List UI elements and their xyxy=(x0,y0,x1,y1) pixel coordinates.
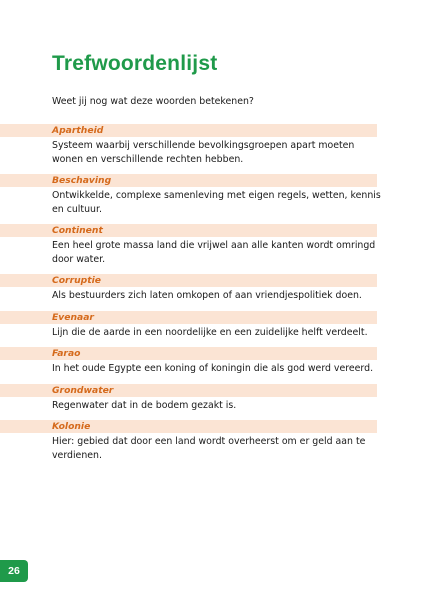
glossary-entry xyxy=(0,311,427,340)
glossary-definition: Ontwikkelde, complexe samenleving met eigen regels, wetten, kennis en cultuur. xyxy=(52,190,381,215)
page-title: Trefwoordenlijst xyxy=(52,52,218,75)
glossary-term: Grondwater xyxy=(52,384,114,396)
glossary-list xyxy=(0,124,427,462)
glossary-entry xyxy=(0,124,427,166)
glossary-term: Kolonie xyxy=(52,421,91,432)
glossary-term: Farao xyxy=(52,348,81,359)
term-bar xyxy=(0,420,377,433)
term-bar xyxy=(0,274,377,287)
glossary-entry xyxy=(0,174,427,216)
glossary-term: Continent xyxy=(52,225,103,236)
glossary-entry xyxy=(0,224,427,266)
term-bar xyxy=(0,224,377,237)
glossary-definition: In het oude Egypte een koning of koningin die als god werd vereerd. xyxy=(52,363,374,374)
term-bar xyxy=(0,347,377,360)
term-bar xyxy=(0,384,377,397)
glossary-term: Evenaar xyxy=(52,311,94,323)
glossary-entry xyxy=(0,274,427,303)
glossary-entry xyxy=(0,347,427,376)
glossary-term: Beschaving xyxy=(52,175,112,186)
glossary-definition: Regenwater dat in de bodem gezakt is. xyxy=(52,399,237,411)
glossary-entry xyxy=(0,384,427,413)
glossary-definition: Hier: gebied dat door een land wordt overheerst om er geld aan te verdienen. xyxy=(52,436,366,461)
term-bar xyxy=(0,124,377,137)
glossary-term: Corruptie xyxy=(52,275,102,286)
glossary-definition: Als bestuurders zich laten omkopen of aan vriendjespolitiek doen. xyxy=(52,290,362,301)
glossary-entry xyxy=(0,420,427,462)
page-number-badge: 26 xyxy=(0,560,28,582)
glossary-definition: Systeem waarbij verschillende bevolkingsgroepen apart moeten wonen en verschillende rechten hebben. xyxy=(52,140,355,165)
glossary-definition: Een heel grote massa land die vrijwel aan alle kanten wordt omringd door water. xyxy=(52,240,376,265)
term-bar xyxy=(0,174,377,187)
intro-text: Weet jij nog wat deze woorden betekenen? xyxy=(52,96,254,107)
term-bar xyxy=(0,311,377,324)
glossary-definition: Lijn die de aarde in een noordelijke en een zuidelijke helft verdeelt. xyxy=(52,326,368,338)
glossary-term: Apartheid xyxy=(52,125,104,136)
